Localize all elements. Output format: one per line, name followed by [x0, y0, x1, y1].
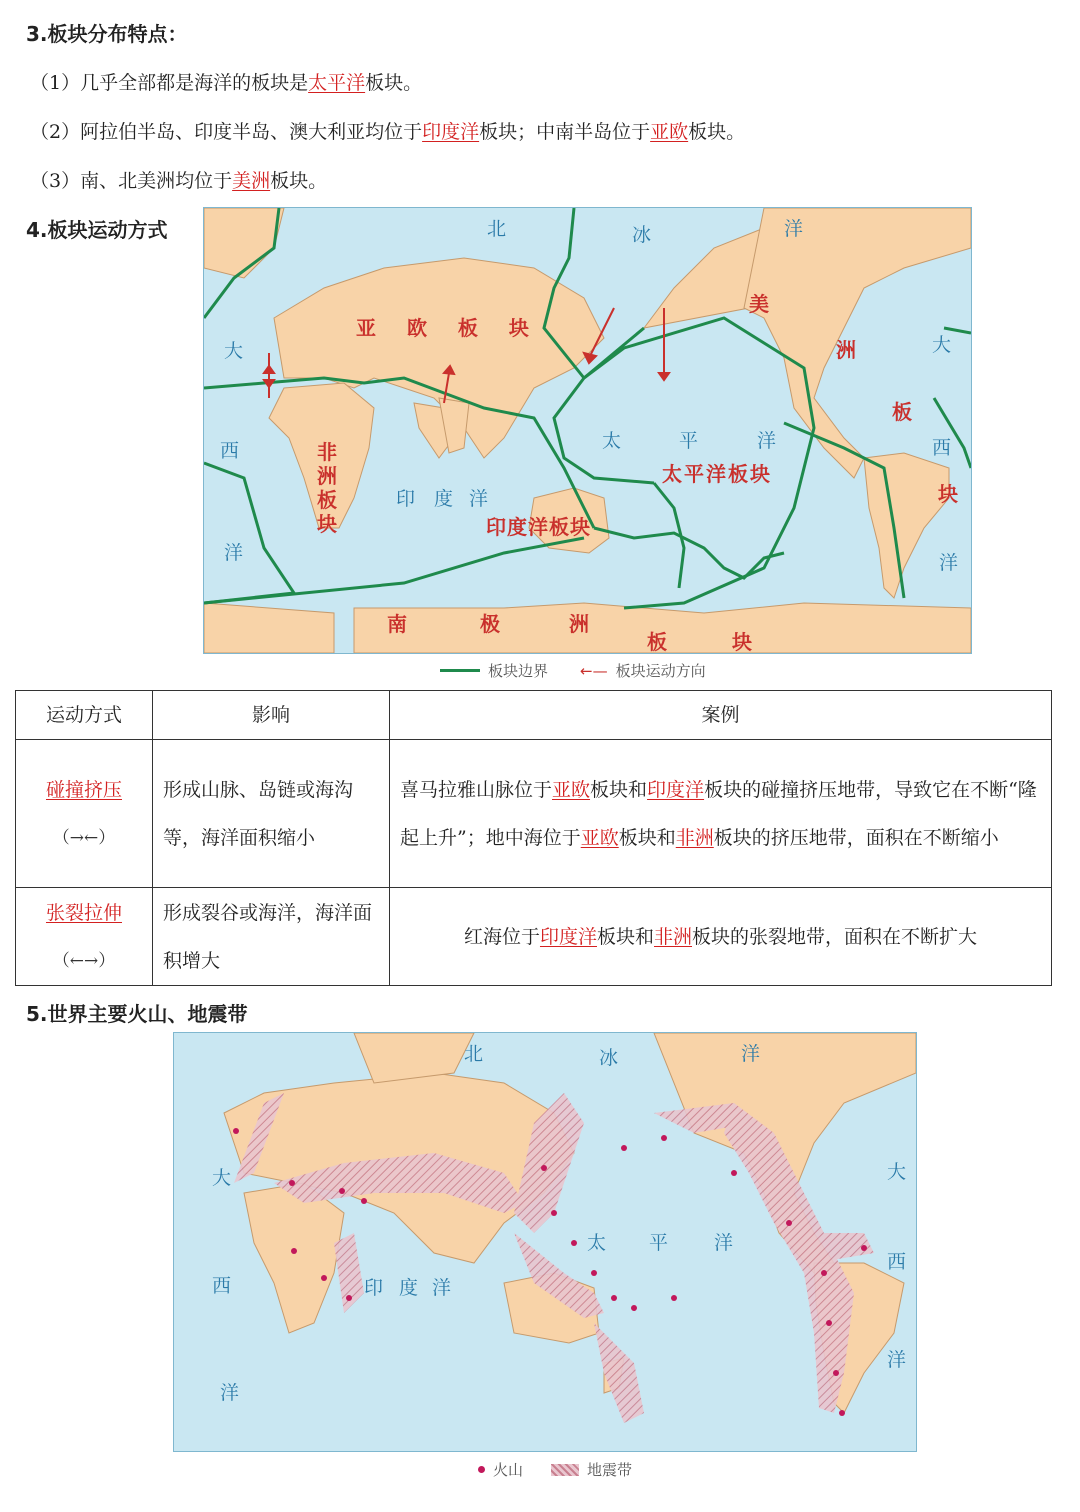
text: 板块；中南半岛位于	[479, 121, 651, 143]
effect-cell: 形成裂谷或海洋，海洋面积增大	[153, 888, 390, 986]
plate-label: 极	[480, 612, 504, 636]
volcano-map-legend	[478, 1459, 632, 1480]
section-3-heading: 3.板块分布特点：	[26, 22, 188, 46]
plate-label: 块	[317, 512, 341, 536]
header-cell: 运动方式	[16, 691, 153, 740]
plate-label: 印度洋板块	[486, 515, 591, 539]
text: 板块和	[618, 826, 676, 849]
case-cell	[390, 888, 1052, 986]
ocean-label: 印	[364, 1277, 384, 1299]
plate-map-legend	[440, 660, 706, 681]
ocean-label: 西	[932, 437, 952, 459]
answer: 亚欧	[580, 826, 619, 849]
text: 板块和	[596, 925, 654, 948]
text: 板块的挤压地带，面积在不断缩小	[713, 826, 999, 849]
ocean-label: 大	[932, 334, 952, 356]
text: 板块的碰撞挤压地带，导致它在不断“隆起上升”；地中海位于	[400, 778, 1037, 849]
section-5-heading: 5.世界主要火山、地震带	[26, 1002, 248, 1026]
text: （3）南、北美洲均位于	[30, 170, 233, 192]
legend-direction: 板块运动方向	[615, 662, 706, 680]
ocean-label: 太	[602, 430, 622, 452]
ocean-label: 洋	[757, 430, 777, 452]
plate-label: 美	[749, 292, 773, 316]
plate-label: 南	[387, 612, 411, 636]
movement-table	[15, 690, 1052, 986]
text: 板块。	[365, 72, 423, 94]
ocean-label: 洋	[714, 1232, 734, 1254]
ocean-label: 度	[399, 1277, 419, 1299]
quake-zone-icon	[551, 1464, 579, 1476]
ocean-label: 大	[224, 340, 244, 362]
table-row	[16, 888, 1052, 986]
boundary-line-icon	[440, 669, 480, 672]
answer: 亚欧	[650, 121, 689, 143]
ocean-label: 大	[887, 1161, 907, 1183]
volcano-icon	[478, 1466, 485, 1473]
ocean-label: 西	[220, 440, 240, 462]
legend-volcano: 火山	[493, 1461, 524, 1479]
answer: 印度洋	[539, 925, 597, 948]
plate-label: 非	[317, 440, 341, 464]
volcano-map	[173, 1032, 917, 1452]
plate-map	[203, 207, 972, 654]
plate-label: 亚 欧 板 块	[356, 316, 541, 340]
mode-symbol: （←→）	[52, 950, 116, 971]
ocean-label: 平	[679, 430, 699, 452]
answer: 非洲	[654, 925, 693, 948]
point-3	[30, 166, 327, 193]
ocean-label: 冰	[599, 1047, 619, 1069]
ocean-label: 太	[587, 1232, 607, 1254]
point-1	[30, 68, 422, 95]
table-header-row	[16, 691, 1052, 740]
plate-label: 板	[892, 400, 916, 424]
header-cell: 影响	[153, 691, 390, 740]
mode-answer: 张裂拉伸	[45, 901, 122, 924]
effect-cell: 形成山脉、岛链或海沟等，海洋面积缩小	[153, 740, 390, 888]
ocean-label: 印	[396, 488, 416, 510]
ocean-label: 洋	[220, 1382, 240, 1404]
text: 板块。	[688, 121, 746, 143]
ocean-label: 洋	[887, 1349, 907, 1371]
ocean-label: 度	[434, 488, 454, 510]
mode-cell	[16, 888, 153, 986]
answer: 印度洋	[647, 778, 705, 801]
ocean-label: 大	[212, 1167, 232, 1189]
ocean-label: 西	[212, 1275, 232, 1297]
arrow-left-icon: ←—	[580, 661, 608, 680]
ocean-label: 西	[887, 1251, 907, 1273]
plate-label: 太平洋板块	[662, 462, 772, 486]
plate-label: 洲	[836, 338, 860, 362]
ocean-label: 洋	[741, 1043, 761, 1065]
point-2	[30, 117, 745, 144]
ocean-label: 北	[487, 218, 507, 240]
mode-symbol: （→←）	[52, 827, 116, 848]
text: （2）阿拉伯半岛、印度半岛、澳大利亚均位于	[30, 121, 423, 143]
plate-label: 洲	[317, 464, 341, 488]
mode-answer: 碰撞挤压	[45, 778, 122, 801]
answer: 太平洋	[308, 72, 366, 94]
legend-quake: 地震带	[587, 1461, 633, 1479]
text: 红海位于	[463, 925, 540, 948]
ocean-label: 冰	[632, 224, 652, 246]
text: （1）几乎全部都是海洋的板块是	[30, 72, 309, 94]
case-cell	[390, 740, 1052, 888]
plate-map-graphic	[204, 208, 971, 653]
answer: 亚欧	[552, 778, 591, 801]
ocean-label: 洋	[939, 552, 959, 574]
header-cell: 案例	[390, 691, 1052, 740]
volcano-map-graphic	[174, 1033, 916, 1451]
ocean-label: 北	[464, 1043, 484, 1065]
answer: 印度洋	[422, 121, 480, 143]
ocean-label: 平	[649, 1232, 669, 1254]
ocean-label: 洋	[432, 1277, 452, 1299]
legend-boundary: 板块边界	[488, 662, 549, 680]
plate-label: 板	[647, 630, 671, 654]
ocean-label: 洋	[224, 542, 244, 564]
ocean-label: 洋	[469, 488, 489, 510]
answer: 非洲	[675, 826, 714, 849]
text: 板块和	[590, 778, 648, 801]
plate-label: 洲	[569, 612, 593, 636]
answer: 美洲	[232, 170, 271, 192]
text: 喜马拉雅山脉位于	[400, 778, 553, 801]
mode-cell	[16, 740, 153, 888]
ocean-label: 洋	[784, 218, 804, 240]
plate-label: 块	[938, 482, 962, 506]
table-row	[16, 740, 1052, 888]
plate-label: 块	[732, 630, 756, 654]
text: 板块的张裂地带，面积在不断扩大	[692, 925, 978, 948]
section-4-heading: 4.板块运动方式	[26, 218, 168, 242]
plate-label: 板	[317, 488, 341, 512]
text: 板块。	[270, 170, 328, 192]
